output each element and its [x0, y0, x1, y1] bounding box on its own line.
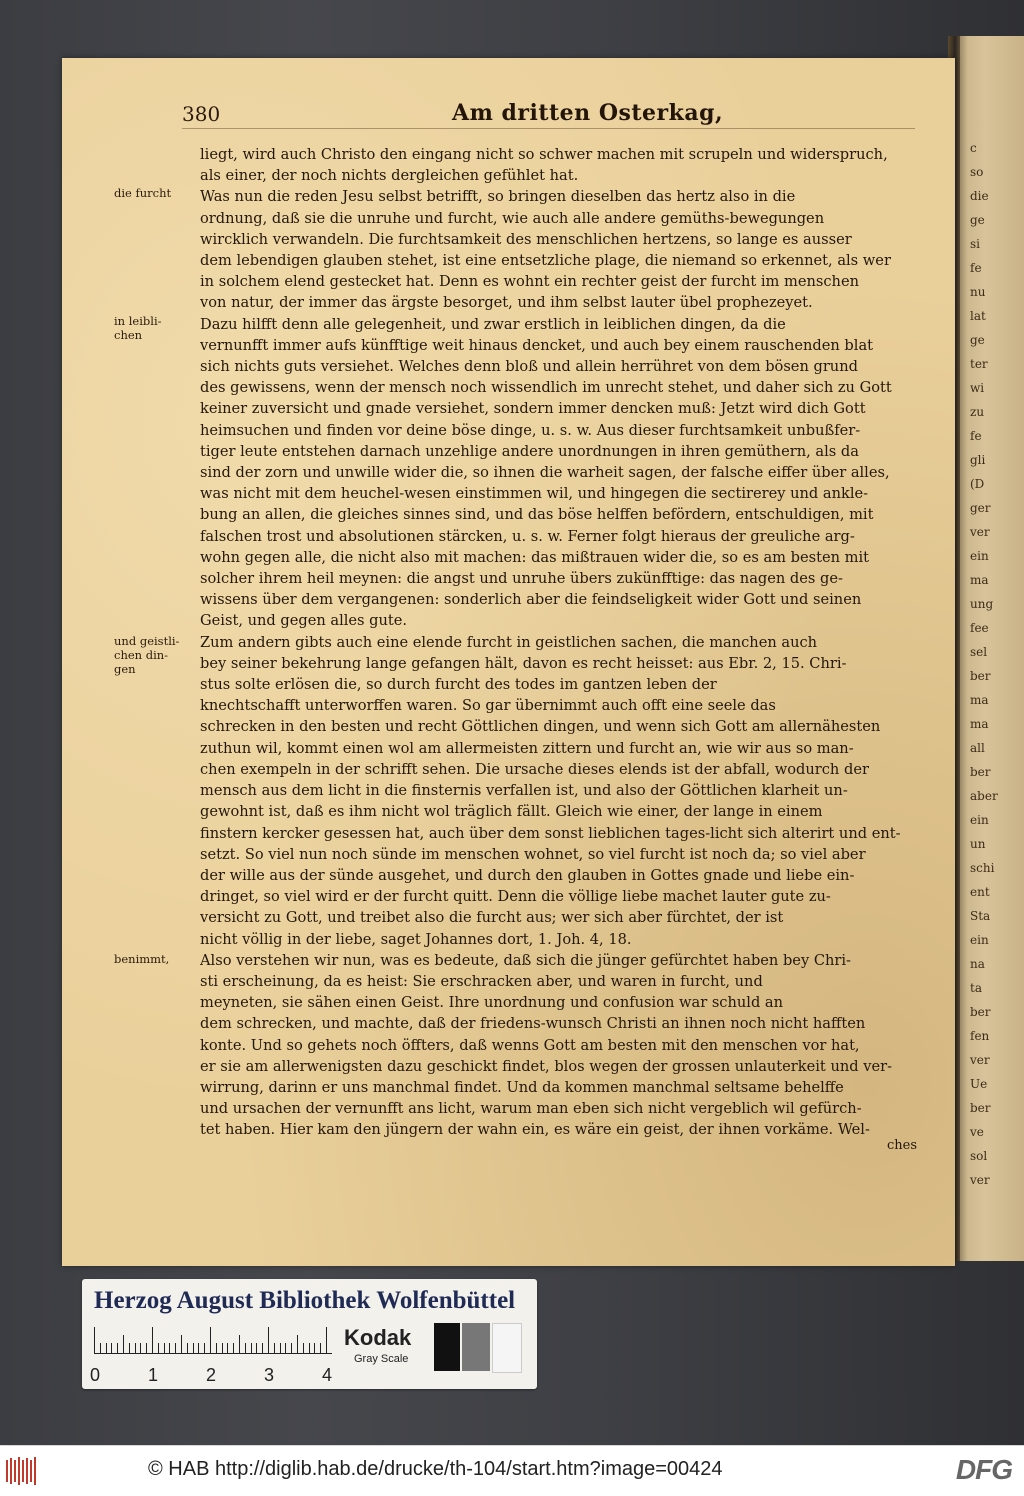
- text-line: Geist, und gegen alles gute.: [200, 612, 408, 630]
- facing-page-fragment: wi: [970, 381, 985, 395]
- text-line: keiner zuversicht und gnade versiehet, sondern immer dencken muß: Jetzt wird dich Gott: [200, 400, 866, 418]
- text-line: als einer, der noch nichts dergleichen gefühlet hat.: [200, 167, 579, 185]
- ruler-tick: [297, 1335, 298, 1353]
- book-page: [62, 58, 955, 1266]
- text-line: Zum andern gibts auch eine elende furcht in geistlichen sachen, die manchen auch: [200, 633, 818, 651]
- text-line: chen exempeln in der schrifft sehen. Die ursache dieses elends ist der abfall, wodurch der: [200, 760, 869, 778]
- facing-page-fragment: ma: [970, 573, 989, 587]
- text-line: er sie am allerwenigsten dazu geschickt findet, blos wegen der grossen unlauterkeit und ver-: [200, 1057, 893, 1075]
- facing-page-fragment: ver: [970, 1053, 990, 1067]
- facing-page-fragment: all: [970, 741, 985, 755]
- ruler-tick: [181, 1335, 182, 1353]
- text-line: sti erscheinung, da es heist: Sie erschracken aber, und waren in furcht, und: [200, 972, 763, 990]
- ruler-tick: [262, 1343, 263, 1353]
- text-line: und ursachen der vernunfft ans licht, warum man eben sich nicht vergeblich wil gefürch-: [200, 1100, 862, 1118]
- gray-swatch: [462, 1323, 490, 1371]
- text-line: solcher ihrem heil meynen: die angst und unruhe übers zukünfftige: das nagen des ge-: [200, 570, 843, 588]
- text-line: vernunfft immer aufs künfftige weit hinaus dencket, und auch bey einem rauschenden blat: [200, 336, 874, 354]
- margin-note-leiblichen: in leibli- chen: [114, 314, 162, 342]
- ruler-tick: [111, 1343, 112, 1353]
- text-line: in solchem elend gestecket hat. Denn es wohnt ein rechter geist der furcht im menschen: [200, 273, 859, 291]
- ruler-tick: [164, 1343, 165, 1353]
- facing-page-fragment: nu: [970, 285, 986, 299]
- text-line: wircklich verwandeln. Die furchtsamkeit des menschlichen hertzens, so lange es ausser: [200, 230, 852, 248]
- ruler-tick: [239, 1335, 240, 1353]
- text-line: setzt. So viel nun noch sünde im menschen wohnet, so viel furcht ist noch da; so viel aber: [200, 845, 866, 863]
- ruler-tick: [285, 1343, 286, 1353]
- facing-page-fragment: ber: [970, 669, 991, 683]
- facing-page-fragment: ent: [970, 885, 990, 899]
- ruler-tick: [309, 1343, 310, 1353]
- text-line: der wille aus der sünde ausgehet, und durch den glauben in Gottes gnade und liebe ein-: [200, 866, 855, 884]
- facing-page-fragment: sel: [970, 645, 988, 659]
- library-name: Herzog August Bibliothek Wolfenbüttel: [94, 1287, 516, 1314]
- ruler-tick: [256, 1343, 257, 1353]
- text-line: ordnung, daß sie die unruhe und furcht, wie auch alle andere gemüths-bewegungen: [200, 209, 825, 227]
- facing-page-fragment: Ue: [970, 1077, 988, 1091]
- facing-page-fragment: un: [970, 837, 986, 851]
- text-line: tiger leute entstehen darnach unzehlige andere unordnungen in ihren gemüthern, als da: [200, 442, 859, 460]
- ruler-tick: [175, 1343, 176, 1353]
- facing-page-fragment: ver: [970, 525, 990, 539]
- text-line: sind der zorn und unwille wider die, so ihnen die warheit sagen, der falsche eiffer über alles,: [200, 464, 890, 482]
- ruler-tick: [227, 1343, 228, 1353]
- running-head-title: Am dritten Osterkag,: [452, 100, 724, 126]
- ruler-tick: [303, 1343, 304, 1353]
- text-line: tet haben. Hier kam den jüngern der wahn ein, es wäre ein geist, der ihnen vorkäme. Wel-: [200, 1121, 870, 1139]
- ruler-tick: [251, 1343, 252, 1353]
- facing-page-fragment: (D: [970, 477, 985, 491]
- ruler-tick: [233, 1343, 234, 1353]
- facing-page-fragment: die: [970, 189, 989, 203]
- ruler-label: 2: [206, 1365, 217, 1385]
- text-line: heimsuchen und finden vor deine böse dinge, u. s. w. Aus dieser furchtsamkeit unbußfer-: [200, 421, 861, 439]
- text-line: stus solte erlösen die, so durch furcht des todes im gantzen leben der: [200, 676, 717, 694]
- ruler-tick: [210, 1327, 211, 1353]
- text-line: falschen trost und absolutionen stärcken, u. s. w. Ferner folgt hieraus der greuliche arg-: [200, 527, 855, 545]
- text-line: dem schrecken, und machte, daß der friedens-wunsch Christi an ihnen noch nicht hafften: [200, 1015, 866, 1033]
- facing-page-fragment: ma: [970, 717, 989, 731]
- ruler-tick: [245, 1343, 246, 1353]
- facing-page-fragment: Sta: [970, 909, 991, 923]
- text-line: meyneten, sie sähen einen Geist. Ihre unordnung und confusion war schuld an: [200, 994, 784, 1012]
- text-line: sich nichts guts versiehet. Welches denn bloß und allein herrühret von dem bösen grund: [200, 358, 858, 376]
- gray-scale-label: Gray Scale: [354, 1353, 409, 1365]
- facing-page-fragment: schi: [970, 861, 995, 875]
- ruler-label: 3: [264, 1365, 275, 1385]
- ruler-tick: [123, 1335, 124, 1353]
- facing-page-edge: [960, 36, 1024, 1261]
- text-line: was nicht mit dem heuchel-wesen einstimmen wil, und hingegen die sectirerey und ankle-: [200, 485, 869, 503]
- facing-page-fragment: ma: [970, 693, 989, 707]
- facing-page-fragment: ung: [970, 597, 994, 611]
- text-line: wissens über dem vergangenen: sonderlich aber die feindseligkeit wider Gott und seinen: [200, 591, 862, 609]
- copyright-url[interactable]: © HAB http://diglib.hab.de/drucke/th-104/start.htm?image=00424: [148, 1458, 723, 1480]
- ruler-tick: [135, 1343, 136, 1353]
- hab-barcode-logo-icon: [6, 1456, 40, 1486]
- facing-page-fragment: na: [970, 957, 985, 971]
- facing-page-fragment: ta: [970, 981, 982, 995]
- ruler-label: 0: [90, 1365, 101, 1385]
- facing-page-fragment: si: [970, 237, 980, 251]
- text-line: gewohnt ist, daß es ihm nicht wol träglich fällt. Gleich wie einer, der lange in einem: [200, 803, 823, 821]
- catchword: ches: [886, 1138, 917, 1153]
- text-line: dringet, so viel wird er der furcht quitt. Denn die völlige liebe machet lauter gute zu-: [200, 888, 831, 906]
- ruler-tick: [204, 1343, 205, 1353]
- ruler-tick: [314, 1343, 315, 1353]
- facing-page-fragment: ein: [970, 549, 989, 563]
- text-line: Was nun die reden Jesu selbst betrifft, so bringen dieselben das hertz also in die: [200, 188, 796, 206]
- text-line: liegt, wird auch Christo den eingang nicht so schwer machen mit scrupeln und widerspruch,: [200, 146, 888, 163]
- white-swatch: [492, 1323, 522, 1373]
- body-text: [200, 144, 916, 1141]
- facing-page-fragment: ge: [970, 333, 985, 347]
- text-line: wohn gegen alle, die nicht also mit machen: das mißtrauen wider die, so es am besten mit: [200, 548, 870, 566]
- facing-page-fragment: ein: [970, 813, 989, 827]
- ruler-tick: [320, 1343, 321, 1353]
- text-line: Also verstehen wir nun, was es bedeute, daß sich die jünger gefürchtet haben bey Chri-: [200, 951, 851, 969]
- facing-page-fragment: ber: [970, 765, 991, 779]
- ruler-tick: [158, 1343, 159, 1353]
- margin-note-furcht: die furcht: [114, 186, 172, 200]
- text-line: versicht zu Gott, und treibet also die furcht aus; wer sich aber fürchtet, der ist: [200, 909, 784, 927]
- text-line: knechtschafft unterworffen waren. So gar übernimmt auch offt eine seele das: [200, 697, 776, 715]
- ruler-tick: [216, 1343, 217, 1353]
- measurement-ruler: [94, 1325, 332, 1354]
- text-line: wirrung, darinn er uns manchmal findet. Und da kommen manchmal seltsame behelffe: [200, 1078, 844, 1096]
- facing-page-fragment: ger: [970, 501, 991, 515]
- ruler-tick: [187, 1343, 188, 1353]
- facing-page-fragment: so: [970, 165, 984, 179]
- text-line: finstern kercker gesessen hat, auch über dem sonst lieblichen tages-licht sich alterirt und ent-: [200, 824, 901, 842]
- ruler-tick: [198, 1343, 199, 1353]
- ruler-tick: [129, 1343, 130, 1353]
- facing-page-fragment: zu: [970, 405, 985, 419]
- facing-page-fragment: lat: [970, 309, 986, 323]
- facing-page-fragment: ter: [970, 357, 988, 371]
- ruler-tick: [268, 1327, 269, 1353]
- running-head: [182, 98, 915, 129]
- text-line: bung an allen, die gleiches sinnes sind, und das böse helffen befördern, entschuldigen, mit: [200, 506, 874, 524]
- ruler-tick: [291, 1343, 292, 1353]
- facing-page-fragment: ein: [970, 933, 989, 947]
- dfg-logo: DFG: [955, 1454, 1012, 1485]
- text-line: von natur, der immer das ärgste besorget, und ihm selbst lauter übel prophezeyet.: [200, 294, 813, 312]
- ruler-tick: [94, 1327, 95, 1353]
- ruler-tick: [274, 1343, 275, 1353]
- margin-note-geistlichen: und geistli- chen din- gen: [114, 634, 180, 676]
- text-line: bey seiner bekehrung lange gefangen hält, davon es recht heisset: aus Ebr. 2, 15. Chri-: [200, 654, 847, 672]
- text-line: des gewissens, wenn der mensch noch wissendlich im unrecht stehet, und daher sich zu Gott: [200, 379, 892, 397]
- facing-page-fragment: c: [970, 141, 977, 155]
- text-line: konte. Und so gehets noch öffters, daß wenns Gott am besten mit den menschen vor hat,: [200, 1036, 860, 1054]
- ruler-tick: [117, 1343, 118, 1353]
- facing-page-fragment: ver: [970, 1173, 990, 1187]
- ruler-tick: [100, 1343, 101, 1353]
- ruler-tick: [326, 1327, 327, 1353]
- ruler-tick: [169, 1343, 170, 1353]
- facing-page-fragment: gli: [970, 453, 986, 467]
- facing-page-fragment: ber: [970, 1005, 991, 1019]
- text-line: mensch aus dem licht in die finsternis verfallen ist, und also der Göttlichen klarheit un-: [200, 782, 848, 800]
- black-swatch: [434, 1323, 460, 1371]
- text-line: zuthun wil, kommt einen wol am allermeisten zittern und furcht an, wie wir aus so man-: [200, 739, 854, 757]
- margin-note-benimmt: benimmt,: [114, 952, 170, 966]
- ruler-label: 4: [322, 1365, 333, 1385]
- facing-page-fragment: ber: [970, 1101, 991, 1115]
- facing-page-fragment: ve: [970, 1125, 984, 1139]
- text-line: nicht völlig in der liebe, saget Johannes dort, 1. Joh. 4, 18.: [200, 930, 632, 948]
- text-line: dem lebendigen glauben stehet, ist eine entsetzliche plage, die niemand so erkennet, als wer: [200, 252, 891, 270]
- facing-page-fragment: aber: [970, 789, 998, 803]
- ruler-label: 1: [148, 1365, 159, 1385]
- ruler-tick: [106, 1343, 107, 1353]
- ruler-tick: [193, 1343, 194, 1353]
- text-line: Dazu hilfft denn alle gelegenheit, und zwar erstlich in leiblichen dingen, da die: [200, 315, 786, 333]
- ruler-tick: [222, 1343, 223, 1353]
- text-line: schrecken in den besten und recht Göttlichen dingen, und wenn sich Gott am allernähesten: [200, 718, 881, 736]
- facing-page-fragment: fee: [970, 621, 989, 635]
- facing-page-fragment: sol: [970, 1149, 988, 1163]
- facing-page-fragment: ge: [970, 213, 985, 227]
- footer-bar: [0, 1445, 1024, 1496]
- ruler-tick: [152, 1327, 153, 1353]
- ruler-tick: [280, 1343, 281, 1353]
- page-number: 380: [182, 102, 221, 126]
- facing-page-fragment: fe: [970, 429, 982, 443]
- facing-page-fragment: fe: [970, 261, 982, 275]
- ruler-tick: [140, 1343, 141, 1353]
- facing-page-fragment: fen: [970, 1029, 990, 1043]
- kodak-brand: Kodak: [344, 1325, 412, 1350]
- ruler-tick: [146, 1343, 147, 1353]
